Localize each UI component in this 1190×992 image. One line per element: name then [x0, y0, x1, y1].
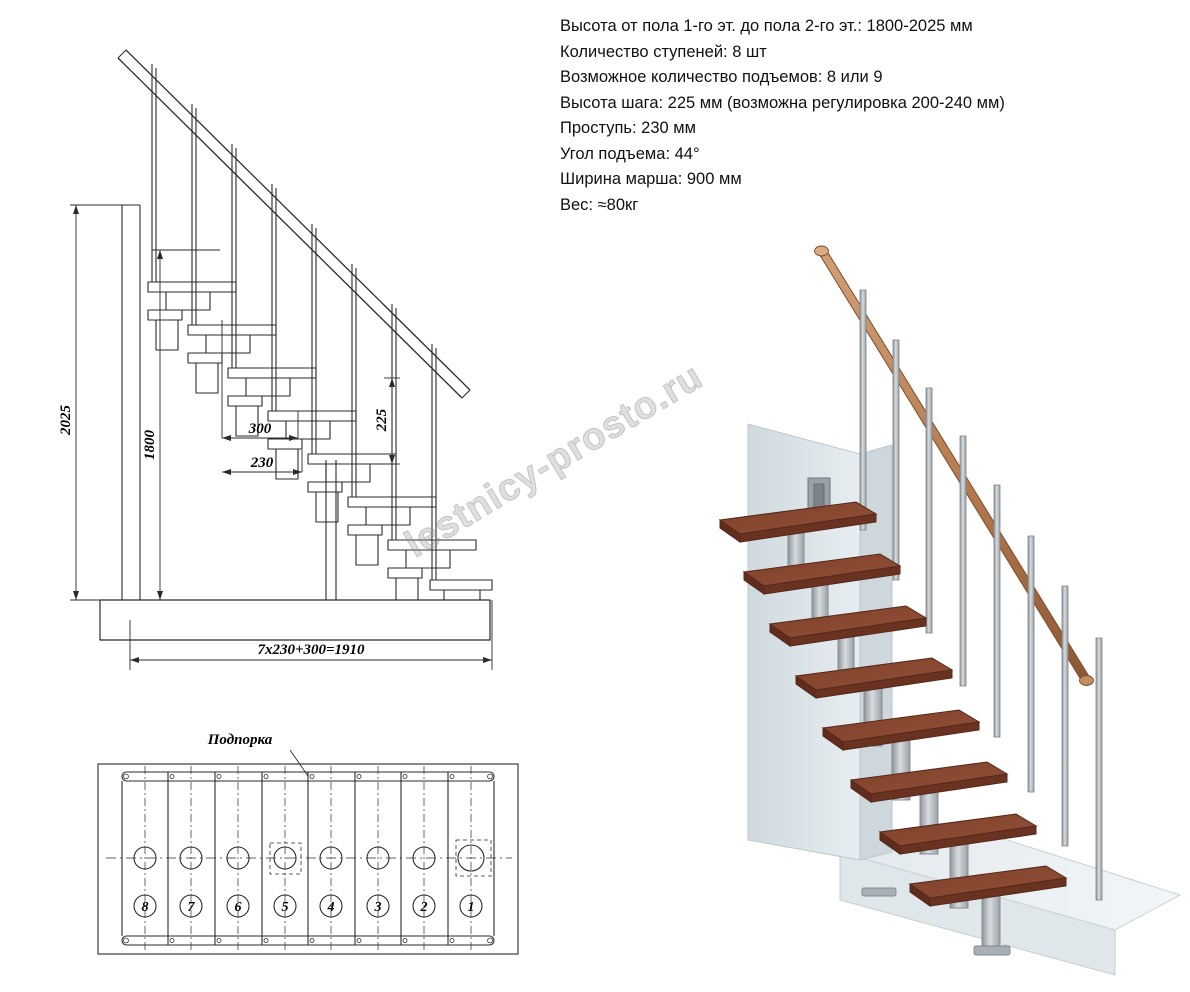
handrail-line	[118, 50, 470, 398]
stair-3d-render	[660, 240, 1180, 980]
plan-view-drawing	[60, 720, 530, 980]
dim-total-run-label: 7x230+300=1910	[257, 642, 365, 658]
dim-first-tread-label: 300	[248, 421, 272, 437]
dim-riser-label: 225	[374, 408, 390, 432]
spec-line-riser-count: Возможное количество подъемов: 8 или 9	[560, 68, 883, 86]
dim-floor-height-label: 1800	[142, 430, 158, 460]
support-callout-label: Подпорка	[207, 732, 273, 748]
spec-line-weight: Вес: ≈80кг	[560, 195, 639, 214]
plan-step-number: 1	[467, 900, 475, 915]
plan-step-number: 4	[327, 900, 335, 915]
plan-step-number: 3	[374, 900, 382, 915]
plan-step-number: 8	[141, 900, 149, 915]
spec-line-step-count: Количество ступеней: 8 шт	[560, 42, 767, 61]
spec-line-tread: Проступь: 230 мм	[560, 119, 696, 137]
spec-line-step-height: Высота шага: 225 мм (возможна регулировка 200-240 мм)	[560, 93, 1005, 112]
balusters	[152, 64, 436, 580]
support-column	[326, 460, 336, 600]
plan-step-number: 5	[281, 900, 289, 915]
side-elevation-drawing	[40, 20, 560, 700]
spec-line-total-height: Высота от пола 1-го эт. до пола 2-го эт.: 1800-2025 мм	[560, 17, 973, 35]
plan-step-number: 2	[420, 900, 428, 915]
step-profiles	[148, 282, 492, 600]
plan-step-number: 7	[187, 900, 195, 915]
dim-total-height-label: 2025	[58, 405, 74, 435]
spec-line-angle: Угол подъема: 44°	[560, 144, 700, 163]
dim-tread-label: 230	[250, 455, 274, 471]
render-balusters	[860, 290, 1102, 900]
plan-step-number: 6	[234, 900, 242, 915]
site-watermark: lestnicy-prosto.ru	[398, 355, 711, 567]
specifications-list	[560, 14, 1180, 218]
spec-line-width: Ширина марша: 900 мм	[560, 170, 742, 188]
